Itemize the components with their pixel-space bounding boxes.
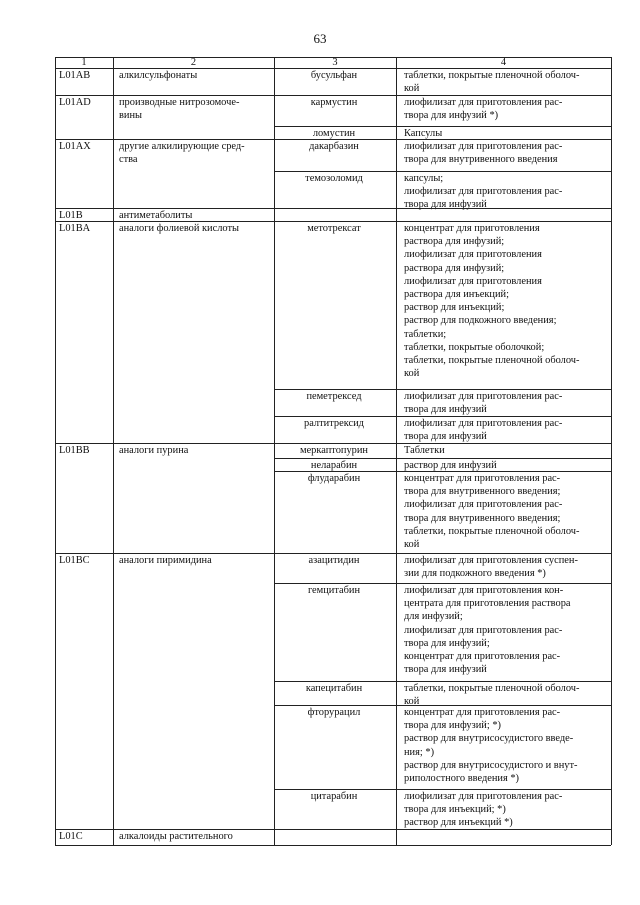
- group-name-cell: аналоги пурина: [119, 445, 189, 456]
- atc-code-cell: L01BC: [59, 555, 90, 566]
- group-name-cell: алкалоиды растительного: [119, 831, 233, 842]
- column-border-1: [113, 57, 114, 845]
- dosage-form-cell: концентрат для приготовления рас- твора для внутривенного введения; лиофилизат для приготовления рас- твора для внутривенного введения; таблетки, покрытые пленочной оболоч- кой: [404, 473, 580, 551]
- dosage-form-cell: лиофилизат для приготовления суспен- зии для подкожного введения *): [404, 555, 578, 580]
- drug-name-cell: дакарбазин: [309, 141, 359, 152]
- dosage-form-cell: лиофилизат для приготовления кон- центрата для приготовления раствора для инфузий; лиофилизат для приготовления рас- твора для инфузий; концентрат для приготовления рас- твора для инфузий: [404, 585, 571, 676]
- dosage-form-cell: таблетки, покрытые пленочной оболоч- кой: [404, 70, 580, 95]
- drug-name-cell: ралтитрексид: [304, 418, 364, 429]
- dosage-form-cell: лиофилизат для приготовления рас- твора для инъекций; *) раствор для инъекций *): [404, 791, 563, 829]
- group-name-cell: аналоги фолиевой кислоты: [119, 223, 239, 234]
- dosage-form-cell: лиофилизат для приготовления рас- твора для внутривенного введения: [404, 141, 563, 166]
- group-name-cell: алкилсульфонаты: [119, 70, 198, 81]
- drug-name-cell: темозоломид: [305, 173, 363, 184]
- drug-name-cell: азацитидин: [308, 555, 360, 566]
- group-name-cell: производные нитрозомоче- вины: [119, 97, 240, 122]
- drug-name-cell: гемцитабин: [307, 585, 361, 596]
- atc-code-cell: L01AX: [59, 141, 91, 152]
- column-border-4: [611, 57, 612, 845]
- atc-code-cell: L01AD: [59, 97, 91, 108]
- table-bottom-border: [55, 845, 611, 846]
- group-name-cell: антиметаболиты: [119, 210, 193, 221]
- group-name-cell: аналоги пиримидина: [119, 555, 212, 566]
- dosage-form-cell: лиофилизат для приготовления рас- твора для инфузий *): [404, 97, 563, 122]
- column-border-0: [55, 57, 56, 845]
- dosage-form-cell: таблетки, покрытые пленочной оболоч- кой: [404, 683, 580, 708]
- atc-code-cell: L01BB: [59, 445, 90, 456]
- column-border-2: [274, 57, 275, 845]
- dosage-form-cell: Капсулы: [404, 128, 443, 139]
- drug-name-cell: флударабин: [307, 473, 361, 484]
- drug-name-cell: ломустин: [312, 128, 356, 139]
- drug-name-cell: метотрексат: [307, 223, 361, 234]
- dosage-form-cell: капсулы; лиофилизат для приготовления рас- твора для инфузий: [404, 173, 563, 211]
- drug-name-cell: фторурацил: [307, 707, 361, 718]
- drug-name-cell: капецитабин: [305, 683, 363, 694]
- column-header-1: 1: [81, 57, 87, 68]
- dosage-form-cell: лиофилизат для приготовления рас- твора для инфузий: [404, 391, 563, 416]
- column-border-3: [396, 57, 397, 845]
- atc-code-cell: L01AB: [59, 70, 91, 81]
- atc-code-cell: L01BA: [59, 223, 91, 234]
- group-name-cell: другие алкилирующие сред- ства: [119, 141, 245, 166]
- drug-name-cell: пеметрексед: [306, 391, 362, 402]
- dosage-form-cell: концентрат для приготовления рас- твора для инфузий; *) раствор для внутрисосудистого введе- ния; *) раствор для внутрисосудистого и внут- риполостного введения *): [404, 707, 578, 785]
- column-header-4: 4: [500, 57, 507, 68]
- drug-name-cell: меркаптопурин: [300, 445, 368, 456]
- column-header-2: 2: [190, 57, 197, 68]
- dosage-form-cell: раствор для инфузий: [404, 460, 497, 471]
- dosage-form-cell: концентрат для приготовления раствора для инфузий; лиофилизат для приготовления раствора для инфузий; лиофилизат для приготовления раствора для инъекций; раствор для инъекций; раствор для подкожного введения; таблетки; таблетки, покрытые оболочкой; таблетки, покрытые пленочной оболоч- кой: [404, 223, 580, 380]
- dosage-form-cell: Таблетки: [404, 445, 445, 456]
- drug-name-cell: неларабин: [310, 460, 358, 471]
- dosage-form-cell: лиофилизат для приготовления рас- твора для инфузий: [404, 418, 563, 443]
- atc-code-cell: L01C: [59, 831, 83, 842]
- drug-name-cell: цитарабин: [310, 791, 358, 802]
- column-header-3: 3: [332, 57, 338, 68]
- page-number: 63: [313, 31, 327, 46]
- drug-name-cell: бусульфан: [310, 70, 358, 81]
- atc-code-cell: L01B: [59, 210, 83, 221]
- drug-name-cell: кармустин: [310, 97, 358, 108]
